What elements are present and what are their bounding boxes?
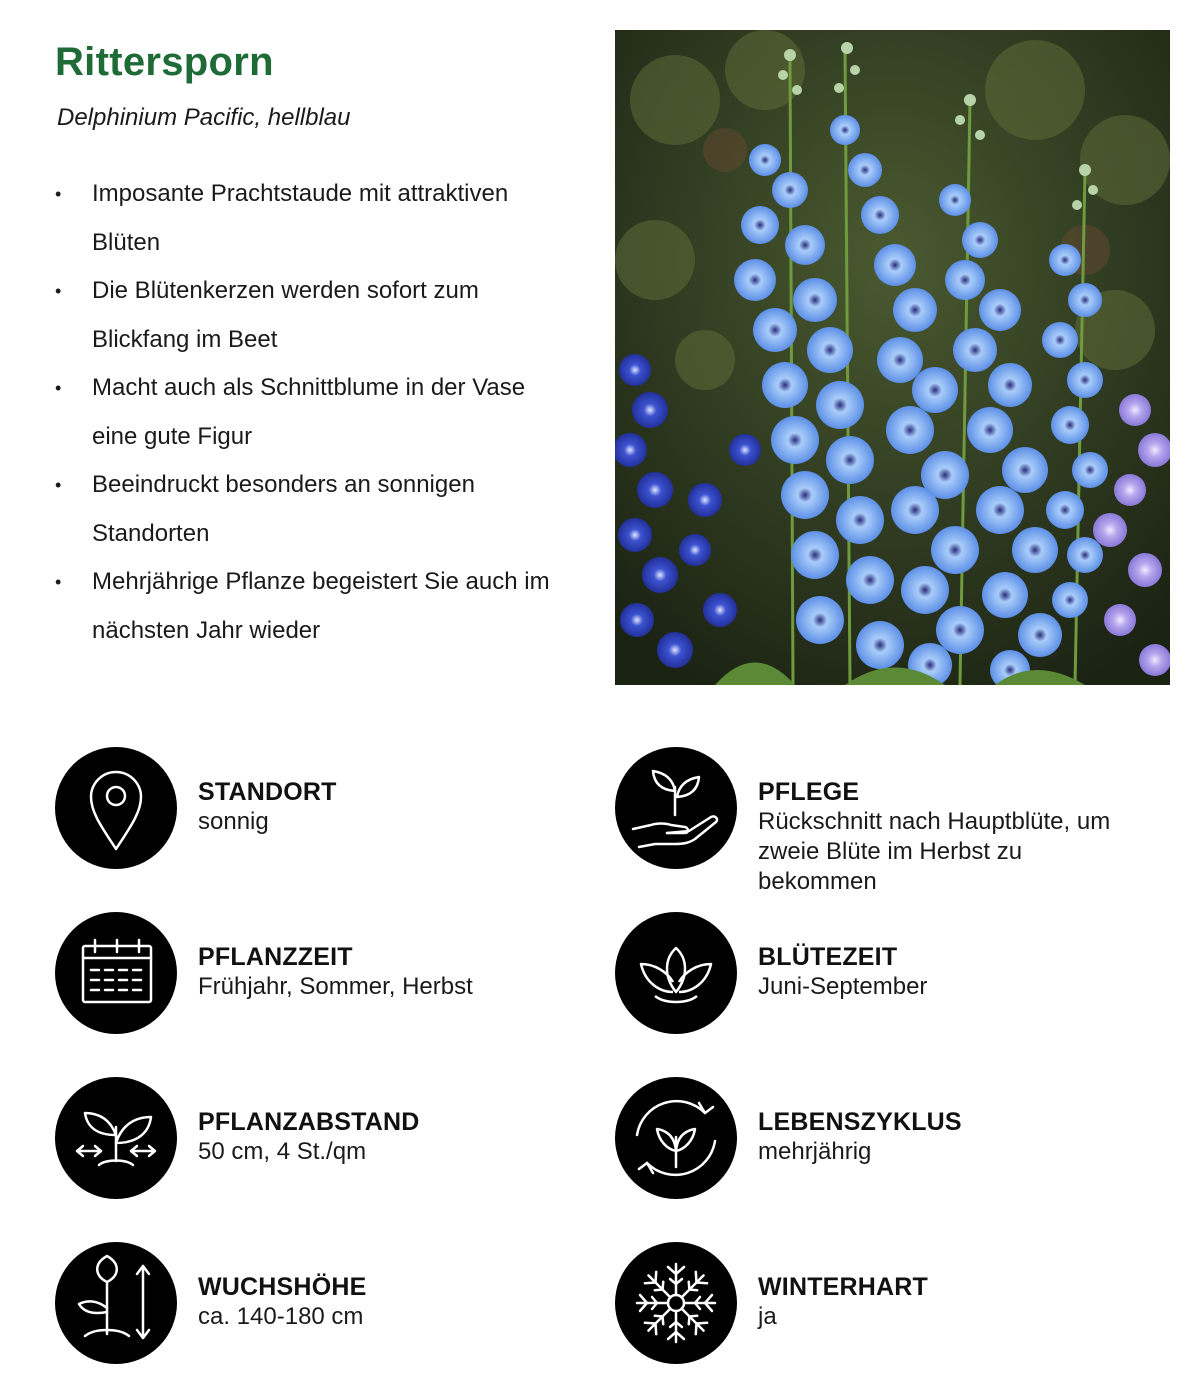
feature-item: • Imposante Prachtstaude mit attraktiven Blüten <box>55 170 575 267</box>
info-value: sonnig <box>198 808 269 835</box>
hand-seedling-icon <box>615 747 737 869</box>
product-photo <box>615 30 1170 685</box>
info-value: ca. 140-180 cm <box>198 1303 364 1330</box>
info-label: WINTERHART <box>758 1273 929 1301</box>
sprout-spacing-icon <box>55 1077 177 1199</box>
feature-item: • Die Blütenkerzen werden sofort zum Blickfang im Beet <box>55 267 575 364</box>
info-value: ja <box>758 1303 777 1330</box>
botanical-name: Delphinium Pacific, hellblau <box>57 104 351 131</box>
feature-item: • Macht auch als Schnittblume in der Vase eine gute Figur <box>55 364 575 461</box>
calendar-icon <box>55 912 177 1034</box>
info-label: STANDORT <box>198 778 337 806</box>
lotus-flower-icon <box>615 912 737 1034</box>
leaf-cycle-icon <box>615 1077 737 1199</box>
info-label: PFLEGE <box>758 778 860 806</box>
feature-list <box>55 170 575 655</box>
plant-height-icon <box>55 1242 177 1364</box>
info-value: mehrjährig <box>758 1138 872 1165</box>
info-value: Rückschnitt nach Hauptblüte, um zweie Blüte im Herbst zu bekommen <box>758 808 1111 895</box>
info-value: Frühjahr, Sommer, Herbst <box>198 973 473 1000</box>
info-label: PFLANZABSTAND <box>198 1108 420 1136</box>
info-label: BLÜTEZEIT <box>758 943 898 971</box>
info-label: PFLANZZEIT <box>198 943 353 971</box>
feature-item: • Beeindruckt besonders an sonnigen Standorten <box>55 461 575 558</box>
info-value: Juni-September <box>758 973 928 1000</box>
info-label: LEBENSZYKLUS <box>758 1108 962 1136</box>
page-title: Rittersporn <box>55 40 274 84</box>
info-value: 50 cm, 4 St./qm <box>198 1138 367 1165</box>
snowflake-icon <box>615 1242 737 1364</box>
location-pin-icon <box>55 747 177 869</box>
feature-item: • Mehrjährige Pflanze begeistert Sie auch im nächsten Jahr wieder <box>55 558 575 655</box>
info-label: WUCHSHÖHE <box>198 1273 367 1301</box>
